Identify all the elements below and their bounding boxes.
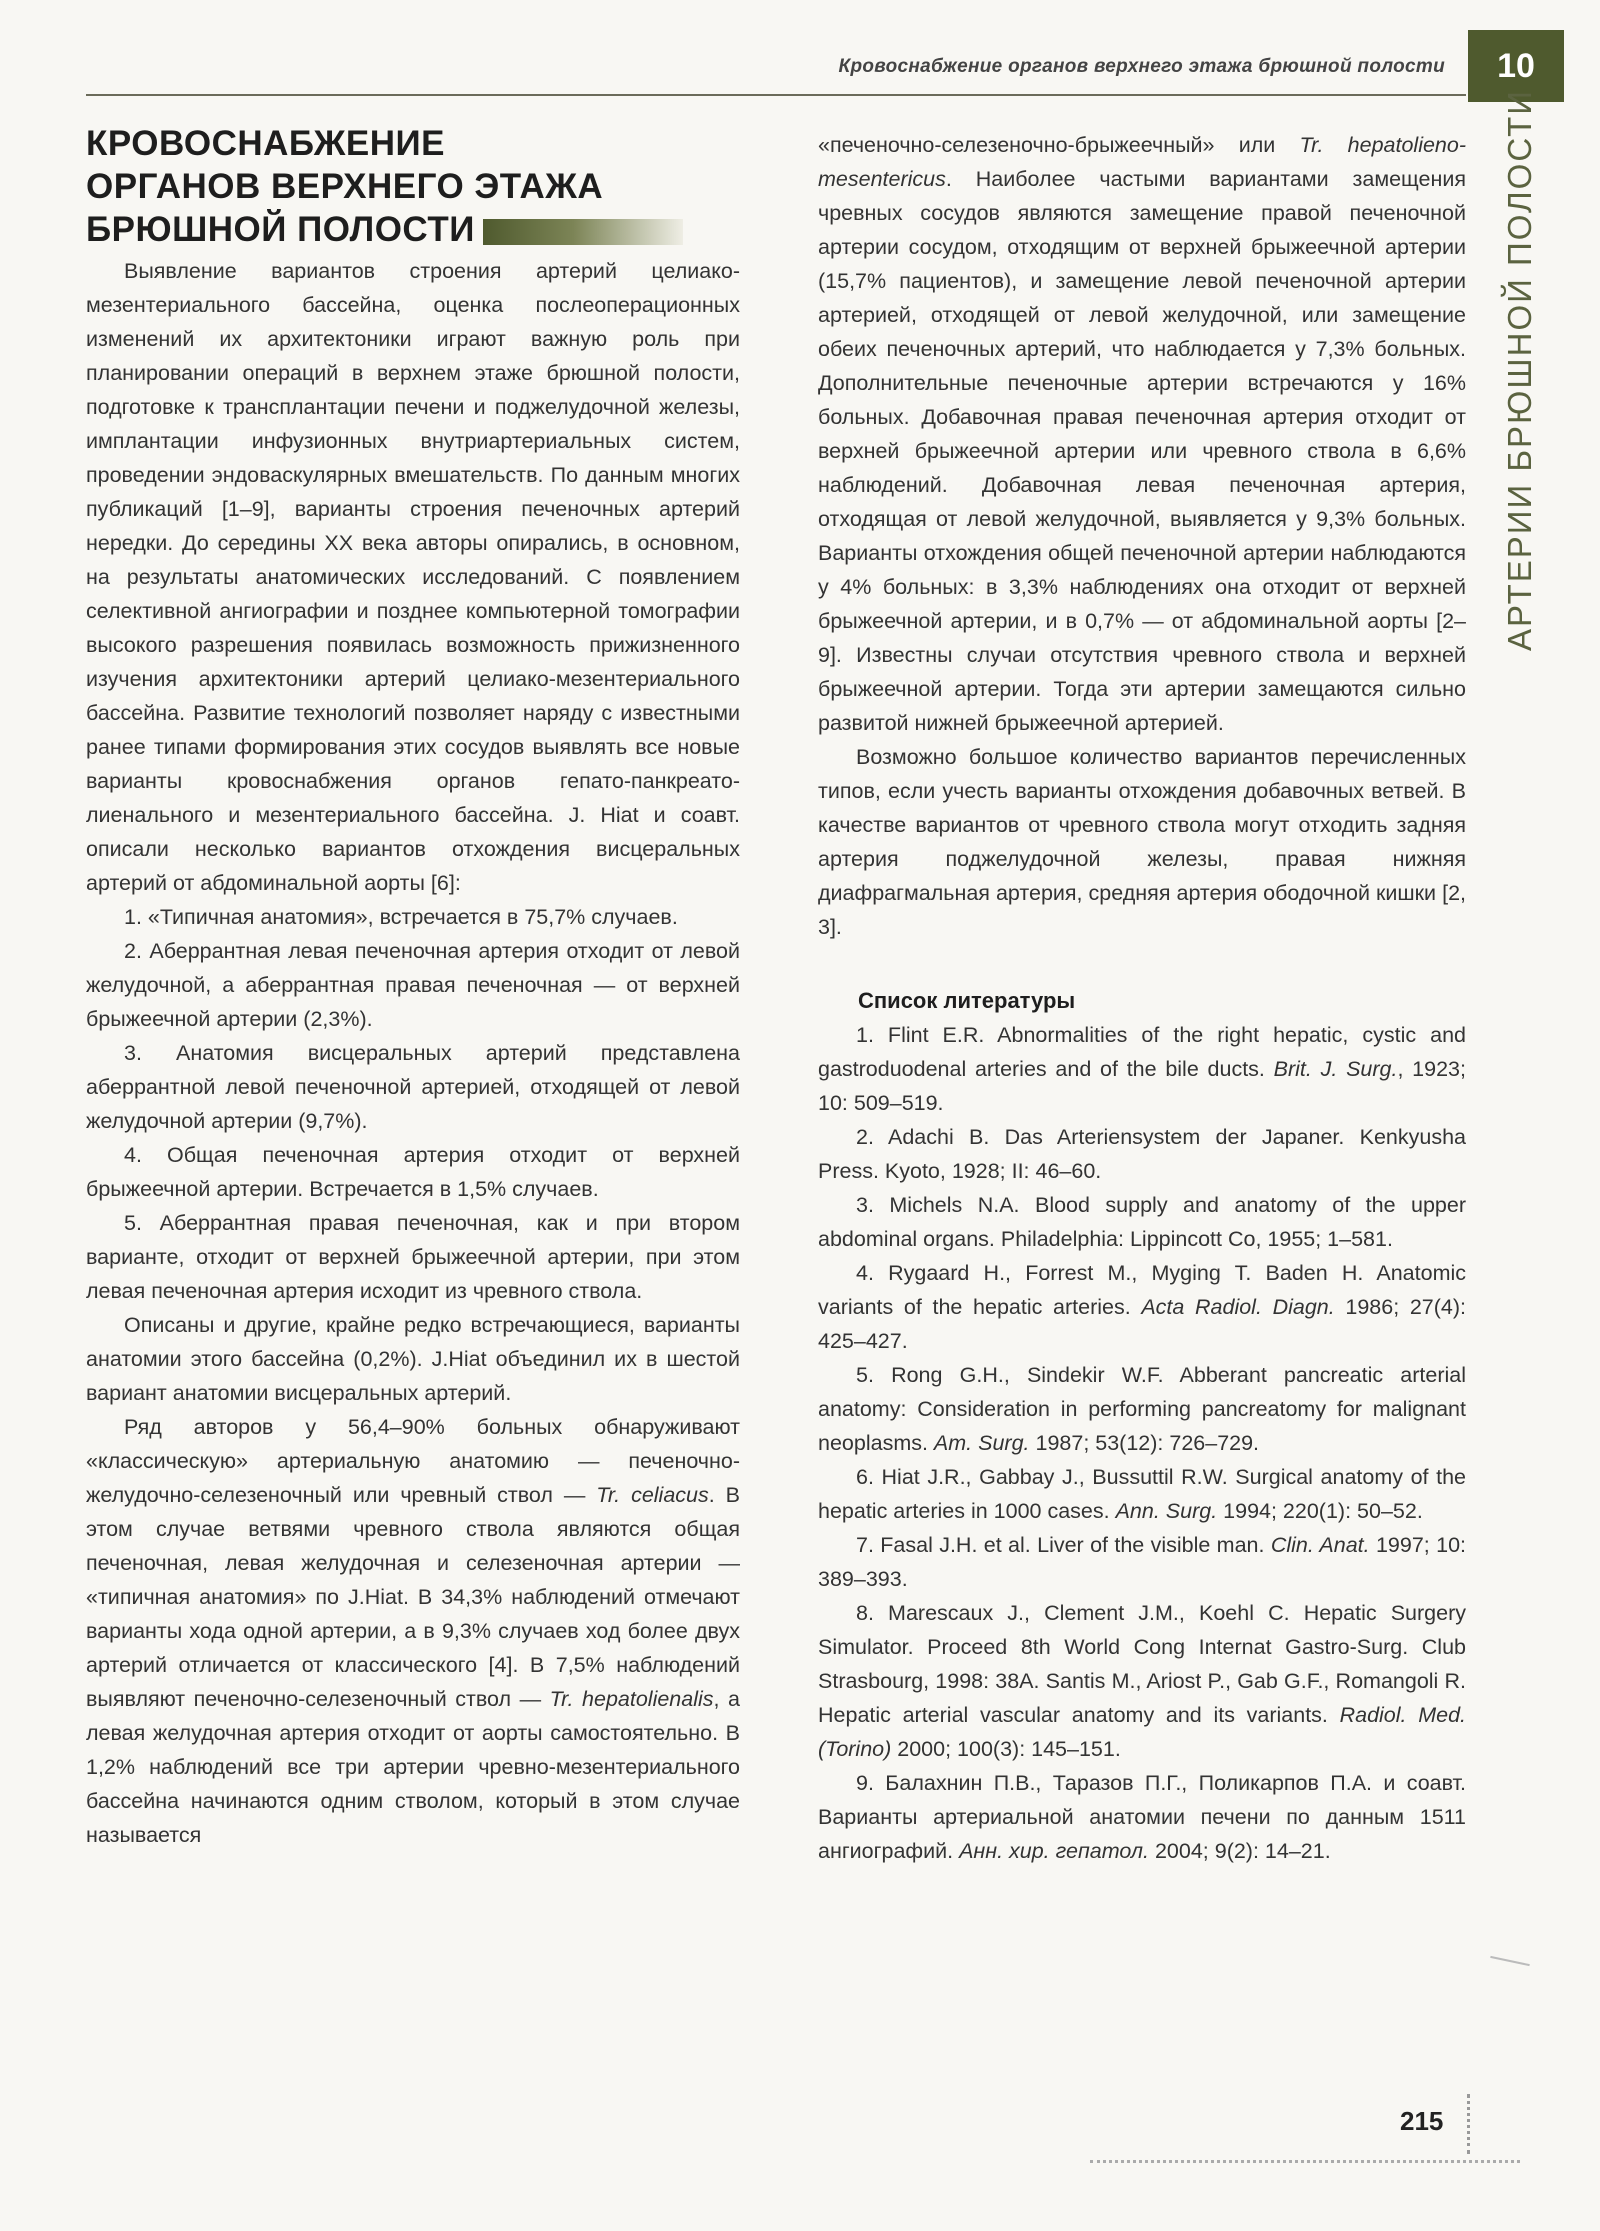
- latin-term: Tr. celiacus: [596, 1483, 709, 1507]
- ref-text: 1997; 10: 389–393.: [818, 1533, 1467, 1591]
- list-item: 3. Анатомия висцеральных артерий представлена аберрантной левой печеночной артерией, отходящей от левой желудочной артерии (9,7%).: [86, 1041, 740, 1133]
- paragraph: Возможно большое количество вариантов перечисленных типов, если учесть варианты отхождения добавочных ветвей. В качестве вариантов от чревного ствола могут отходить задняя артерия поджелудочной железы, правая нижняя диафрагмальная артерия, средняя артерия ободочной кишки [2, 3].: [818, 745, 1466, 939]
- ref-journal: Brit. J. Surg.: [1273, 1057, 1398, 1081]
- footer-dotted-rule-horizontal: [1090, 2160, 1520, 2163]
- reference-item: [818, 1528, 1466, 1596]
- reference-item: [818, 1358, 1466, 1460]
- ref-text: 1994; 220(1): 50–52.: [1217, 1499, 1423, 1523]
- side-section-label: [1490, 89, 1550, 651]
- footer-dotted-rule-vertical: [1467, 2094, 1470, 2154]
- ref-text: 8. Marescaux J., Clement J.M., Koehl C. Hepatic Surgery Simulator. Proceed 8th World Cong Internat Gastro-Surg. Club Strasbourg, 1998: 38A. Santis M., Ariost P., Gab G.F., Romangoli R. Hepatic arterial vascular anatomy and its variants.: [818, 1601, 1466, 1727]
- reference-item: [818, 1188, 1466, 1256]
- reference-item: [818, 1120, 1466, 1188]
- right-column: [818, 128, 1466, 1868]
- references-list: [818, 1018, 1466, 1868]
- paragraph: [818, 128, 1466, 740]
- title-line-3-text: БРЮШНОЙ ПОЛОСТИ: [86, 210, 475, 249]
- ref-text: 5. Rong G.H., Sindekir W.F. Abberant pancreatic arterial anatomy: Consideration in performing pancreatomy for malignant neoplasms.: [818, 1363, 1466, 1455]
- ref-text: 1987; 53(12): 726–729.: [1029, 1431, 1260, 1455]
- ref-journal: Radiol. Med. (Torino): [818, 1703, 1467, 1761]
- latin-term: Tr. hepatolieno-mesentericus: [818, 133, 1466, 191]
- ref-text: 2. Adachi B. Das Arteriensystem der Japaner. Kenkyusha Press. Kyoto, 1928; II: 46–60.: [818, 1125, 1466, 1183]
- ref-text: 9. Балахнин П.В., Таразов П.Г., Поликарпов П.А. и соавт. Варианты артериальной анатомии печени по данным 1511 ангиографий.: [818, 1771, 1466, 1863]
- reference-item: [818, 1256, 1466, 1358]
- paragraph: Описаны и другие, крайне редко встречающиеся, варианты анатомии этого бассейна (0,2%). J.Hiat объединил их в шестой вариант анатомии висцеральных артерий.: [86, 1313, 740, 1405]
- header-rule: [86, 94, 1466, 96]
- list-item: 2. Аберрантная левая печеночная артерия отходит от левой желудочной, а аберрантная правая печеночная — от верхней брыжеечной артерии (2,3%).: [86, 939, 740, 1031]
- ref-journal: Ann. Surg.: [1115, 1499, 1218, 1523]
- title-line-3: [86, 208, 726, 251]
- title-line-2: ОРГАНОВ ВЕРХНЕГО ЭТАЖА: [86, 167, 604, 206]
- references-heading: Список литературы: [858, 988, 1076, 1013]
- ref-journal: Am. Surg.: [933, 1431, 1030, 1455]
- text-run: . Наиболее частыми вариантами замещения чревных сосудов являются замещение правой печеночной артерии сосудом, отходящим от верхней брыжеечной артерии (15,7% пациентов), и замещение левой печеночной артерии артерией, отходящей от левой желудочной, или замещение обеих печеночных артерий, что наблюдается у 7,3% больных. Дополнительные печеночные артерии встречаются у 16% больных. Добавочная правая печеночная артерия отходит от верхней брыжеечной артерии или чревного ствола в 6,6% наблюдений. Добавочная левая печеночная артерия, отходящая от левой желудочной, выявляется у 9,3% больных. Варианты отхождения общей печеночной артерии наблюдаются у 4% больных: в 3,3% наблюдениях она отходит от верхней брыжеечной артерии, и в 0,7% — от абдоминальной аорты [2–9]. Известны случаи отсутствия чревного ствола и верхней брыжеечной артерии. Тогда эти артерии замещаются сильно развитой нижней брыжеечной артерией.: [818, 167, 1466, 735]
- ref-journal: Clin. Anat.: [1270, 1533, 1370, 1557]
- list-item: 1. «Типичная анатомия», встречается в 75,7% случаев.: [124, 905, 678, 929]
- left-column: [86, 254, 740, 1852]
- reference-item: [818, 1018, 1466, 1120]
- chapter-number-tab: 10: [1468, 30, 1564, 102]
- running-title: Кровоснабжение органов верхнего этажа брюшной полости: [838, 56, 1445, 77]
- ref-text: 2004; 9(2): 14–21.: [1148, 1839, 1331, 1863]
- text-run: Ряд авторов у 56,4–90% больных обнаруживают «классическую» артериальную анатомию — печеночно-желудочно-селезеночный или чревный ствол —: [86, 1415, 740, 1507]
- paragraph: [86, 1410, 740, 1852]
- reference-item: [818, 1596, 1466, 1766]
- title-decor-bar: [483, 219, 683, 245]
- ref-text: 1986; 27(4): 425–427.: [818, 1295, 1466, 1353]
- margin-mark: [1490, 1956, 1530, 1966]
- ref-text: , 1923; 10: 509–519.: [818, 1057, 1466, 1115]
- ref-text: 4. Rygaard H., Forrest M., Myging T. Baden H. Anatomic variants of the hepatic arteries.: [818, 1261, 1466, 1319]
- ref-journal: Анн. хир. гепатол.: [959, 1839, 1149, 1863]
- page-title: [86, 122, 726, 251]
- ref-journal: Acta Radiol. Diagn.: [1141, 1295, 1335, 1319]
- text-run: «печеночно-селезеночно-брыжеечный» или: [818, 133, 1300, 157]
- ref-text: 2000; 100(3): 145–151.: [891, 1737, 1121, 1761]
- side-section-label-text: АРТЕРИИ БРЮШНОЙ ПОЛОСТИ: [1501, 89, 1539, 651]
- page-number: 215: [1400, 2106, 1444, 2136]
- latin-term: Tr. hepatolienalis: [549, 1687, 714, 1711]
- reference-item: [818, 1766, 1466, 1868]
- ref-text: 1. Flint E.R. Abnormalities of the right hepatic, cystic and gastroduodenal arteries and of the bile ducts.: [818, 1023, 1466, 1081]
- paragraph: Выявление вариантов строения артерий целиако-мезентериального бассейна, оценка послеоперационных изменений их архитектоники играют важную роль при планировании операций в верхнем этаже брюшной полости, подготовке к трансплантации печени и поджелудочной железы, имплантации инфузионных внутриартериальных систем, проведении эндоваскулярных вмешательств. По данным многих публикаций [1–9], варианты строения печеночных артерий нередки. До середины XX века авторы опирались, в основном, на результаты анатомических исследований. С появлением селективной ангиографии и позднее компьютерной томографии высокого разрешения появилась возможность прижизненного изучения архитектоники артерий целиако-мезентериального бассейна. Развитие технологий позволяет наряду с известными ранее типами формирования этих сосудов выявлять все новые варианты кровоснабжения органов гепато-панкреато-лиенального и мезентериального бассейна. J. Hiat и соавт. описали несколько вариантов отхождения висцеральных артерий от абдоминальной аорты [6]:: [86, 259, 740, 895]
- ref-text: 6. Hiat J.R., Gabbay J., Bussuttil R.W. Surgical anatomy of the hepatic arteries in 1000 cases.: [818, 1465, 1466, 1523]
- text-run: . В этом случае ветвями чревного ствола являются общая печеночная, левая желудочная и селезеночная артерии — «типичная анатомия» по J.Hiat. В 34,3% наблюдений отмечают варианты хода одной артерии, а в 9,3% случаев ход более двух артерий отличается от классического [4]. В 7,5% наблюдений выявляют печеночно-селезеночный ствол —: [86, 1483, 740, 1711]
- title-line-1: КРОВОСНАБЖЕНИЕ: [86, 124, 445, 163]
- text-run: , а левая желудочная артерия отходит от аорты самостоятельно. В 1,2% наблюдений все три артерии чревно-мезентериального бассейна начинаются одним стволом, который в этом случае называется: [86, 1687, 740, 1847]
- ref-text: 3. Michels N.A. Blood supply and anatomy of the upper abdominal organs. Philadelphia: Lippincott Co, 1955; 1–581.: [818, 1193, 1466, 1251]
- list-item: 5. Аберрантная правая печеночная, как и при втором варианте, отходит от верхней брыжеечной артерии, при этом левая печеночная артерия исходит из чревного ствола.: [86, 1211, 740, 1303]
- ref-text: 7. Fasal J.H. et al. Liver of the visible man.: [856, 1533, 1271, 1557]
- list-item: 4. Общая печеночная артерия отходит от верхней брыжеечной артерии. Встречается в 1,5% случаев.: [86, 1143, 740, 1201]
- reference-item: [818, 1460, 1466, 1528]
